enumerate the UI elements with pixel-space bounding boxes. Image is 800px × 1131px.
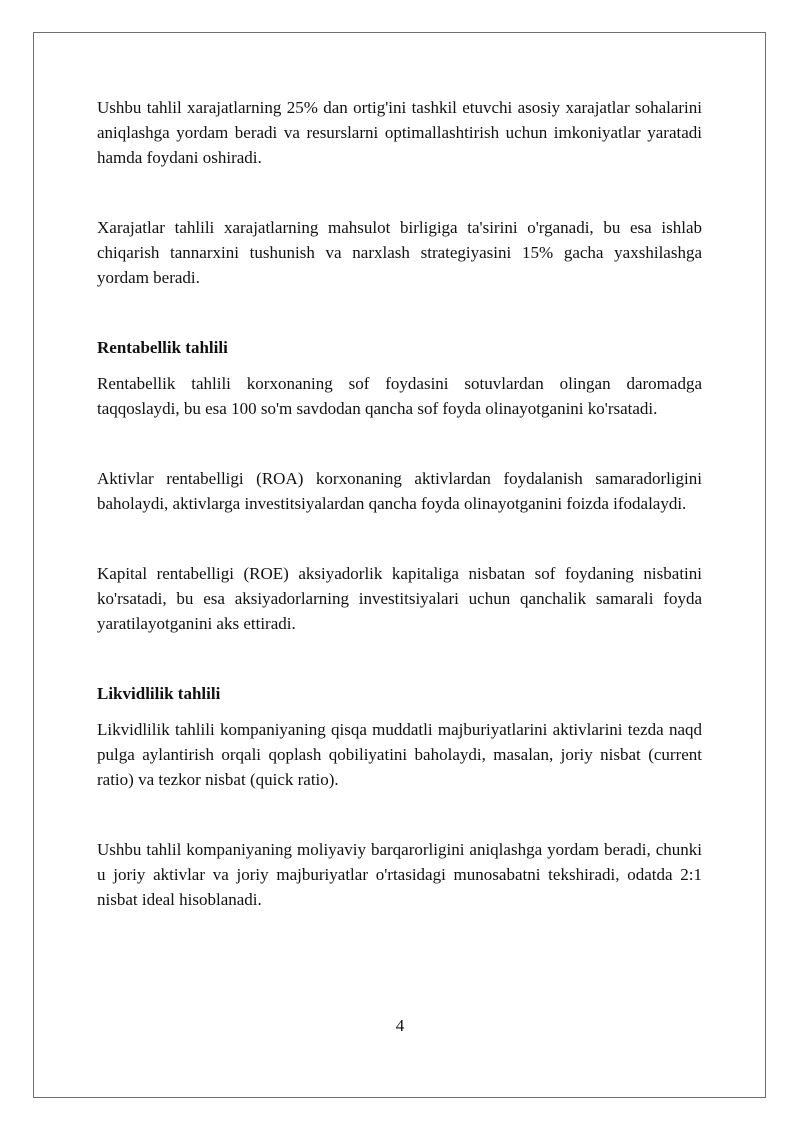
paragraph-cost-analysis: Xarajatlar tahlili xarajatlarning mahsulot birligiga ta'sirini o'rganadi, bu esa ishlab chiqarish tannarxini tushunish va narxlash strategiyasini 15% gacha yaxshilashga yordam beradi. — [97, 218, 702, 287]
heading-liquidity-analysis: Likvidlilik tahlili — [97, 684, 221, 703]
page-content — [97, 95, 702, 912]
paragraph-financial-stability: Ushbu tahlil kompaniyaning moliyaviy barqarorligini aniqlashga yordam beradi, chunki u joriy aktivlar va joriy majburiyatlar o'rtasidagi munosabatni tekshiradi, odatda 2:1 nisbat ideal hisoblanadi. — [97, 840, 702, 909]
heading-profitability-analysis: Rentabellik tahlili — [97, 338, 228, 357]
page-number: 4 — [395, 1016, 405, 1035]
paragraph-liquidity: Likvidlilik tahlili kompaniyaning qisqa muddatli majburiyatlarini aktivlarini tezda naqd pulga aylantirish orqali qoplash qobiliyatini baholaydi, masalan, joriy nisbat (current ratio) va tezkor nisbat (quick ratio). — [97, 720, 702, 789]
paragraph-profitability: Rentabellik tahlili korxonaning sof foydasini sotuvlardan olingan daromadga taqqoslaydi, bu esa 100 so'm savdodan qancha sof foyda olinayotganini ko'rsatadi. — [97, 374, 702, 418]
paragraph-cost-areas: Ushbu tahlil xarajatlarning 25% dan ortig'ini tashkil etuvchi asosiy xarajatlar sohalarini aniqlashga yordam beradi va resurslarni optimallashtirish uchun imkoniyatlar yaratadi hamda foydani oshiradi. — [97, 98, 702, 167]
paragraph-roa: Aktivlar rentabelligi (ROA) korxonaning aktivlardan foydalanish samaradorligini baholaydi, aktivlarga investitsiyalardan qancha foyda olinayotganini foizda ifodalaydi. — [97, 469, 702, 513]
paragraph-roe: Kapital rentabelligi (ROE) aksiyadorlik kapitaliga nisbatan sof foydaning nisbatini ko'rsatadi, bu esa aksiyadorlarning investitsiyalari uchun qanchalik samarali foyda yaratilayotganini aks ettiradi. — [97, 564, 702, 633]
